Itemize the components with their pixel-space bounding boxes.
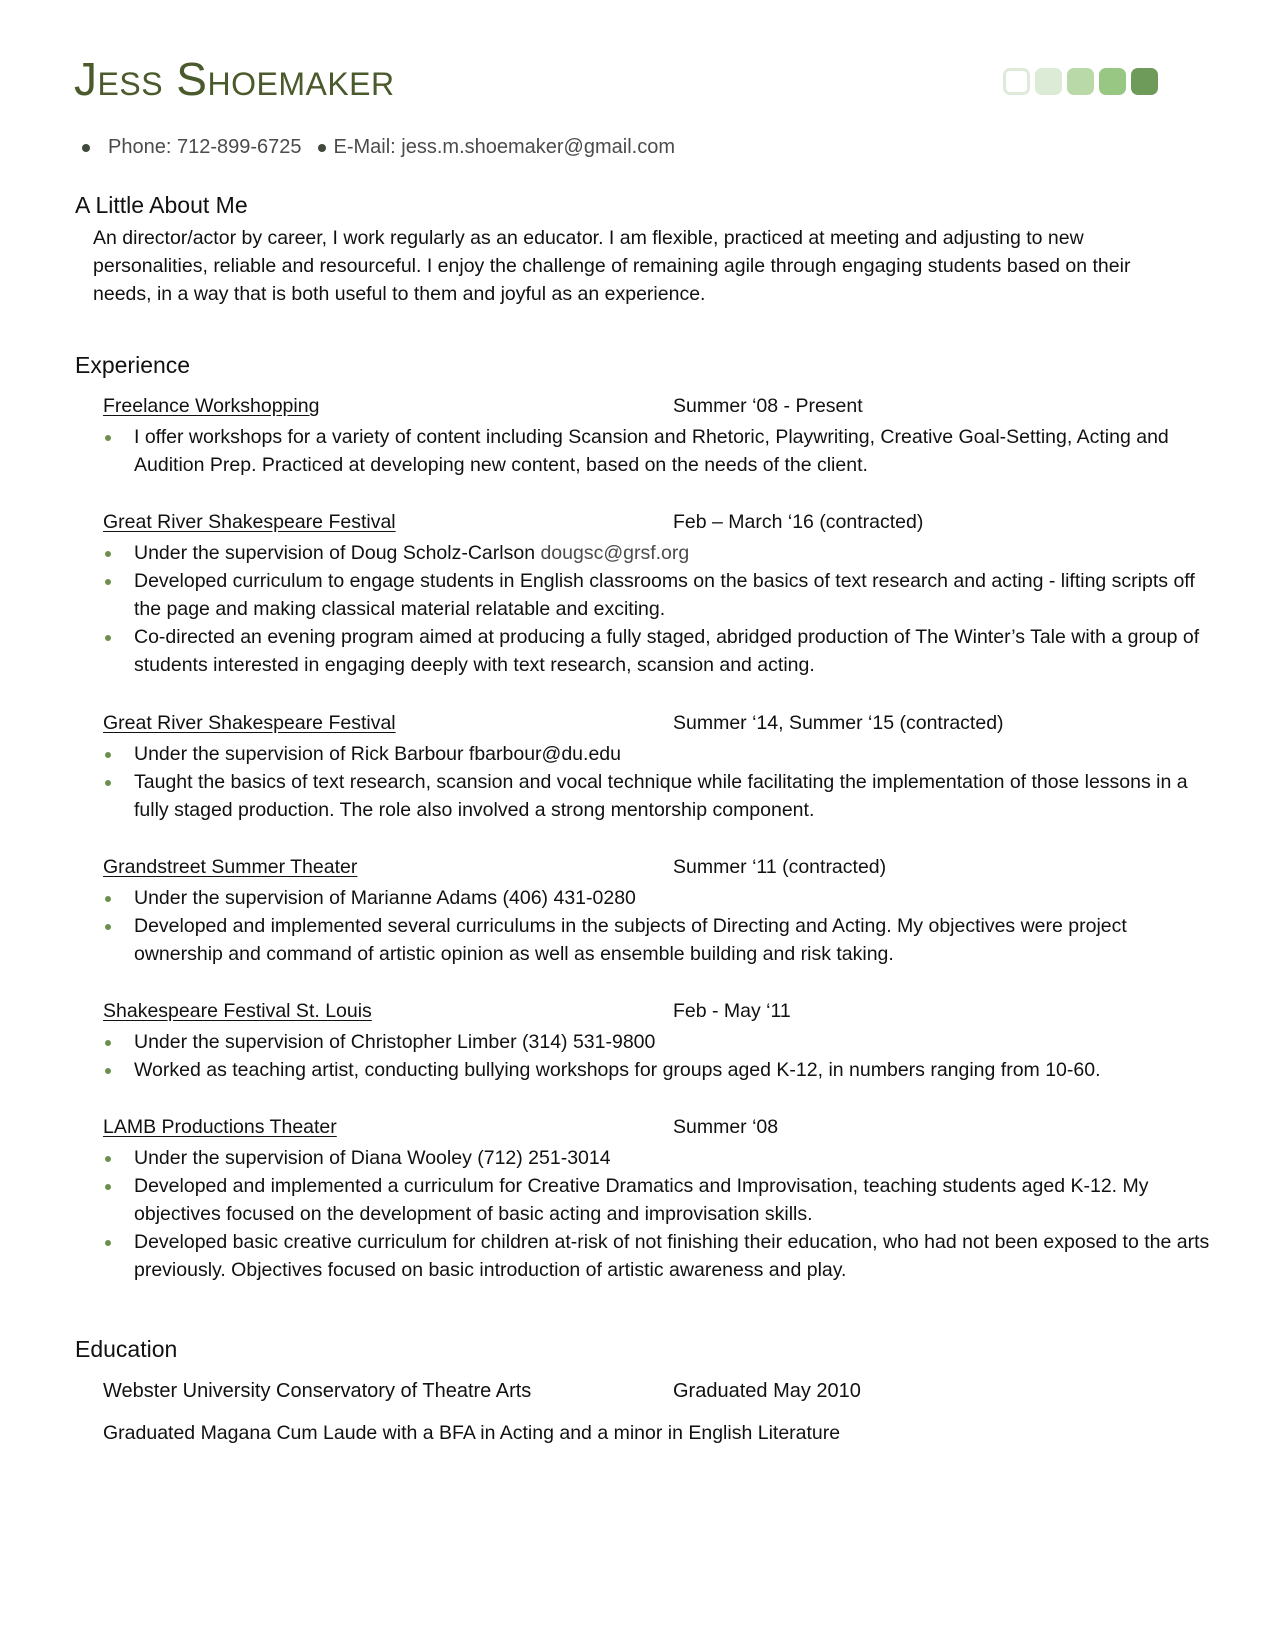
job-title: Great River Shakespeare Festival bbox=[103, 511, 396, 533]
job-entry bbox=[103, 1000, 1213, 1084]
supervisor-text: Under the supervision of Doug Scholz-Carlson bbox=[134, 542, 541, 564]
job-date: Summer ‘11 (contracted) bbox=[673, 856, 887, 878]
job-bullet bbox=[103, 539, 1213, 567]
section-heading-education: Education bbox=[75, 1336, 178, 1362]
job-date: Feb - May ‘11 bbox=[673, 1000, 791, 1022]
square-decor-icon bbox=[1099, 68, 1126, 95]
bullet-icon bbox=[318, 144, 326, 152]
job-bullet: I offer workshops for a variety of content including Scansion and Rhetoric, Playwriting, Creative Goal-Setting, Acting and Audition Prep. Practiced at developing new content, based on the needs of the client. bbox=[103, 423, 1213, 479]
job-entry bbox=[103, 712, 1213, 824]
job-date: Summer ‘08 - Present bbox=[673, 395, 863, 417]
job-bullet: Under the supervision of Christopher Limber (314) 531-9800 bbox=[103, 1028, 1213, 1056]
job-date: Summer ‘14, Summer ‘15 (contracted) bbox=[673, 712, 1004, 734]
email[interactable]: E-Mail: jess.m.shoemaker@gmail.com bbox=[333, 136, 675, 158]
about-text: An director/actor by career, I work regularly as an educator. I am flexible, practiced at meeting and adjusting to new personalities, reliable and resourceful. I enjoy the challenge of remaining agile through engaging students based on their needs, in a way that is both useful to them and joyful as an experience. bbox=[93, 227, 1131, 305]
education-school: Webster University Conservatory of Theatre Arts bbox=[103, 1380, 532, 1402]
candidate-name: Jess Shoemaker bbox=[74, 53, 395, 105]
square-decor-icon bbox=[1067, 68, 1094, 95]
job-entry bbox=[103, 856, 1213, 968]
square-decor-icon bbox=[1003, 68, 1030, 95]
job-entry bbox=[103, 395, 1213, 479]
job-entry bbox=[103, 511, 1213, 679]
job-title: Shakespeare Festival St. Louis bbox=[103, 1000, 372, 1022]
contact-line bbox=[82, 136, 675, 159]
job-bullet: Taught the basics of text research, scansion and vocal technique while facilitating the implementation of those lessons in a fully staged production. The role also involved a strong mentorship component. bbox=[103, 768, 1213, 824]
job-title: Great River Shakespeare Festival bbox=[103, 712, 396, 734]
job-bullet: Developed and implemented several curriculums in the subjects of Directing and Acting. My objectives were project ownership and command of artistic opinion as well as ensemble building and risk taking. bbox=[103, 912, 1213, 968]
job-bullet: Co-directed an evening program aimed at producing a fully staged, abridged production of The Winter’s Tale with a group of students interested in engaging deeply with text research, scansion and acting. bbox=[103, 623, 1213, 679]
job-bullet: Under the supervision of Rick Barbour fbarbour@du.edu bbox=[103, 740, 1213, 768]
job-date: Feb – March ‘16 (contracted) bbox=[673, 511, 924, 533]
job-bullet: Under the supervision of Diana Wooley (712) 251-3014 bbox=[103, 1144, 1213, 1172]
job-bullet: Developed basic creative curriculum for children at-risk of not finishing their education, who had not been exposed to the arts previously. Objectives focused on basic introduction of artistic awareness and play. bbox=[103, 1228, 1213, 1284]
bullet-icon bbox=[82, 144, 90, 152]
education-detail: Graduated Magana Cum Laude with a BFA in Acting and a minor in English Literature bbox=[103, 1422, 841, 1444]
education-date: Graduated May 2010 bbox=[673, 1380, 861, 1402]
job-title: Grandstreet Summer Theater bbox=[103, 856, 358, 878]
phone: Phone: 712-899-6725 bbox=[108, 136, 302, 158]
job-date: Summer ‘08 bbox=[673, 1116, 779, 1138]
square-decor-icon bbox=[1035, 68, 1062, 95]
supervisor-email[interactable]: dougsc@grsf.org bbox=[540, 542, 690, 564]
job-entry bbox=[103, 1116, 1213, 1284]
square-decor-icon bbox=[1131, 68, 1158, 95]
job-bullet: Under the supervision of Marianne Adams (406) 431-0280 bbox=[103, 884, 1213, 912]
job-title: Freelance Workshopping bbox=[103, 395, 320, 417]
job-bullet: Developed curriculum to engage students in English classrooms on the basics of text research and acting - lifting scripts off the page and making classical material relatable and exciting. bbox=[103, 567, 1213, 623]
job-bullet: Developed and implemented a curriculum for Creative Dramatics and Improvisation, teaching students aged K-12. My objectives focused on the development of basic acting and improvisation skills. bbox=[103, 1172, 1213, 1228]
decorative-squares bbox=[1003, 68, 1158, 95]
section-heading-about: A Little About Me bbox=[75, 192, 248, 218]
job-bullet: Worked as teaching artist, conducting bullying workshops for groups aged K-12, in numbers ranging from 10-60. bbox=[103, 1056, 1213, 1084]
section-heading-experience: Experience bbox=[75, 352, 191, 378]
job-title: LAMB Productions Theater bbox=[103, 1116, 337, 1138]
